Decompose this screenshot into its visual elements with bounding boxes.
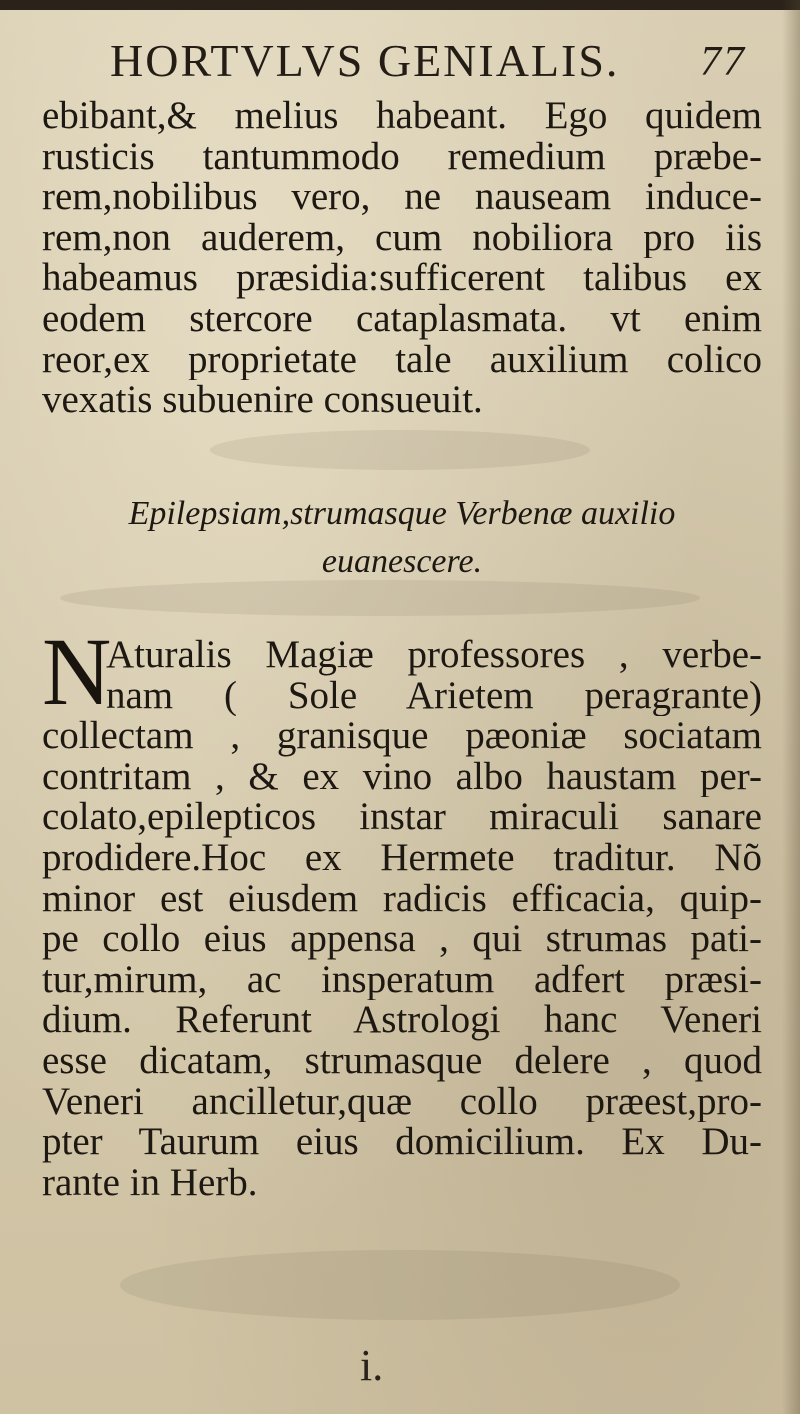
page-number: 77 (700, 39, 746, 85)
text-line: rem,nobilibus vero, ne nauseam induce- (42, 177, 762, 218)
text-line: pter Taurum eius domicilium. Ex Du- (42, 1122, 762, 1163)
heading-line: euanescere. (321, 543, 483, 580)
bleed-through-smudge (210, 430, 590, 470)
text-line: minor est eiusdem radicis efficacia, quip- (42, 878, 762, 920)
section-heading (52, 490, 752, 586)
text-line: esse dicatam, strumasque delere , quod (42, 1040, 762, 1082)
bleed-through-smudge (120, 1250, 680, 1320)
text-line: eodem stercore cataplasmata. vt enim (42, 298, 762, 340)
text-line: reor,ex proprietate tale auxilium colico (42, 339, 762, 381)
running-header (110, 34, 746, 87)
paragraph-1 (42, 96, 762, 421)
text-line: dium. Referunt Astrologi hanc Veneri (42, 1000, 762, 1041)
text-line: collectam , granisque pæoniæ sociatam (42, 716, 762, 757)
text-line: rem,non auderem, cum nobiliora pro iis (42, 217, 762, 259)
text-line: nam ( Sole Arietem peragrante) (106, 675, 762, 717)
text-line: Aturalis Magiæ professores , verbe- (106, 635, 762, 676)
heading-line: Epilepsiam,strumasque Verbenæ auxilio (128, 495, 676, 532)
footer-ornament: i. (360, 1341, 384, 1390)
text-line: rusticis tantummodo remedium præbe- (42, 136, 762, 178)
page-right-edge-shadow (782, 0, 800, 1414)
text-line: Veneri ancilletur,quæ collo præest,pro- (42, 1081, 762, 1123)
text-line: habeamus præsidia:sufficerent talibus ex (42, 258, 762, 299)
drop-cap: N (42, 618, 112, 725)
text-line: rante in Herb. (42, 1162, 258, 1204)
text-line: ebibant,& melius habeant. Ego quidem (42, 96, 762, 137)
paragraph-2 (42, 635, 762, 1203)
text-line: prodidere.Hoc ex Hermete traditur. Nõ (42, 837, 762, 879)
running-title: HORTVLVS GENIALIS. (110, 35, 620, 86)
text-line: colato,epilepticos instar miraculi sanare (42, 797, 762, 838)
text-line: pe collo eius appensa , qui strumas pati- (42, 919, 762, 960)
text-line: contritam , & ex vino albo haustam per- (42, 756, 762, 798)
text-line: vexatis subuenire consueuit. (42, 380, 483, 421)
text-line: tur,mirum, ac insperatum adfert præsi- (42, 959, 762, 1001)
page-top-edge (0, 0, 800, 10)
